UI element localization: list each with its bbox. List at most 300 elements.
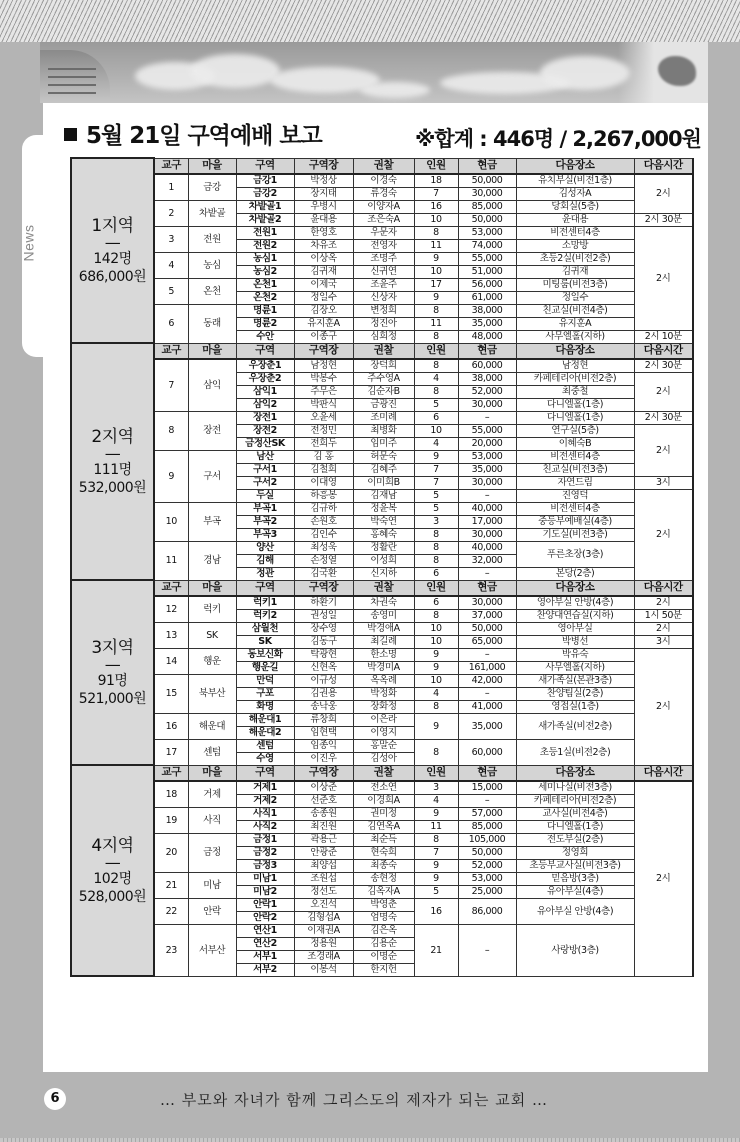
cell-maeul: 센텀 (188, 739, 236, 765)
cell-cash: 38,000 (458, 372, 516, 385)
cell-guyeok: 우장춘1 (236, 359, 294, 373)
cell-people: 11 (414, 317, 458, 330)
column-header-gyogu: 교구 (154, 158, 188, 174)
cell-cash: 20,000 (458, 437, 516, 450)
cell-gwonchal: 김재남 (353, 489, 414, 502)
cell-cash: 35,000 (458, 463, 516, 476)
cell-people: 21 (414, 924, 458, 976)
cell-jang: 김권용 (294, 687, 353, 700)
column-header-people: 인원 (414, 765, 458, 781)
report-table (70, 157, 694, 977)
column-header-gwonchal: 권찰 (353, 765, 414, 781)
cell-gwonchal: 류경숙 (353, 187, 414, 200)
cell-gyogu: 16 (154, 713, 188, 739)
table-row (71, 622, 693, 635)
cell-jang: 최진원 (294, 820, 353, 833)
cell-people: 10 (414, 213, 458, 226)
column-header-row (71, 158, 693, 174)
table-row (71, 872, 693, 885)
cell-gwonchal: 이명순 (353, 950, 414, 963)
cell-maeul: 미남 (188, 872, 236, 898)
cell-jang: 하환기 (294, 596, 353, 610)
cell-time: 2시 (634, 489, 693, 580)
cell-jang: 정선도 (294, 885, 353, 898)
cell-time: 2시 30분 (634, 213, 693, 226)
cell-place: 찬양팀실(2층) (516, 687, 634, 700)
cell-gwonchal: 정윤복 (353, 502, 414, 515)
cell-gwonchal: 이경숙 (353, 174, 414, 188)
cell-maeul: 금정 (188, 833, 236, 872)
table-row (71, 304, 693, 317)
cell-jang: 오진석 (294, 898, 353, 911)
table-row (71, 596, 693, 610)
cell-guyeok: 화명 (236, 700, 294, 713)
cell-maeul: 전원 (188, 226, 236, 252)
cell-gwonchal: 김용순 (353, 937, 414, 950)
column-header-maeul: 마을 (188, 765, 236, 781)
cell-cash: 53,000 (458, 226, 516, 239)
cell-gwonchal: 최순득 (353, 833, 414, 846)
cell-gyogu: 1 (154, 174, 188, 201)
cell-place: 진영덕 (516, 489, 634, 502)
cell-guyeok: 삼월천 (236, 622, 294, 635)
cell-people: 8 (414, 304, 458, 317)
table-row (71, 807, 693, 820)
cell-time: 3시 (634, 476, 693, 489)
cell-gwonchal: 장화정 (353, 700, 414, 713)
table-row (71, 781, 693, 795)
cell-place: 미팅룸(비전3층) (516, 278, 634, 291)
cell-guyeok: 럭키1 (236, 596, 294, 610)
cell-cash: 48,000 (458, 330, 516, 343)
cell-time: 2시 10분 (634, 330, 693, 343)
cell-maeul: SK (188, 622, 236, 648)
region-name: 2지역 (91, 426, 134, 447)
column-header-guyeok: 구역 (236, 580, 294, 596)
cell-place: 사무엘홀(지하) (516, 661, 634, 674)
cell-guyeok: 장전1 (236, 411, 294, 424)
cell-maeul: 농심 (188, 252, 236, 278)
cell-people: 10 (414, 265, 458, 278)
cell-gyogu: 3 (154, 226, 188, 252)
cell-gwonchal: 조은숙A (353, 213, 414, 226)
region-summary (71, 158, 154, 343)
cell-cash: – (458, 567, 516, 580)
cell-place: 소망방 (516, 239, 634, 252)
table-row (71, 226, 693, 239)
column-header-maeul: 마을 (188, 158, 236, 174)
region-dash: — (104, 232, 121, 252)
cell-guyeok: 농심1 (236, 252, 294, 265)
cell-gwonchal: 박경미A (353, 661, 414, 674)
cell-jang: 류창희 (294, 713, 353, 726)
cell-gyogu: 6 (154, 304, 188, 343)
region-count: 91명 (97, 672, 128, 689)
cell-jang: 주무은 (294, 385, 353, 398)
cell-gwonchal: 홍말순 (353, 739, 414, 752)
cell-jang: 신현옥 (294, 661, 353, 674)
region-summary (71, 343, 154, 580)
column-header-gyogu: 교구 (154, 343, 188, 359)
cell-jang: 김규하 (294, 502, 353, 515)
cell-people: 7 (414, 476, 458, 489)
cell-time: 2시 (634, 781, 693, 977)
cell-cash: 55,000 (458, 424, 516, 437)
cell-cash: 85,000 (458, 200, 516, 213)
cell-jang: 이규성 (294, 674, 353, 687)
cell-jang: 곽용근 (294, 833, 353, 846)
table-row (71, 541, 693, 554)
cell-time: 2시 (634, 424, 693, 476)
table-row (71, 833, 693, 846)
cell-people: 8 (414, 385, 458, 398)
cell-gwonchal: 송현정 (353, 872, 414, 885)
column-header-row (71, 765, 693, 781)
cell-people: 9 (414, 661, 458, 674)
column-header-place: 다음장소 (516, 765, 634, 781)
cell-jang: 윤대용 (294, 213, 353, 226)
cell-cash: 52,000 (458, 859, 516, 872)
cell-jang: 유지훈A (294, 317, 353, 330)
cell-cash: 17,000 (458, 515, 516, 528)
cell-guyeok: 해운대1 (236, 713, 294, 726)
cell-place: 김성자A (516, 187, 634, 200)
table-row (71, 174, 693, 188)
cell-place: 사랑방(3층) (516, 924, 634, 976)
cell-gyogu: 21 (154, 872, 188, 898)
cell-place: 영아부실 안방(4층) (516, 596, 634, 610)
cell-jang: 이제국 (294, 278, 353, 291)
cell-jang: 차유조 (294, 239, 353, 252)
square-bullet-icon (64, 128, 77, 141)
cell-guyeok: 전원1 (236, 226, 294, 239)
cell-guyeok: 차밭골2 (236, 213, 294, 226)
region-money: 521,000원 (78, 690, 147, 707)
cell-guyeok: 사직2 (236, 820, 294, 833)
table-row (71, 278, 693, 291)
cell-jang: 하흥봉 (294, 489, 353, 502)
cell-gwonchal: 김혜주 (353, 463, 414, 476)
cell-place: 초등부교사실(비전3층) (516, 859, 634, 872)
cell-gwonchal: 한소명 (353, 648, 414, 661)
cell-maeul: 삼익 (188, 359, 236, 412)
cell-guyeok: 수안 (236, 330, 294, 343)
news-label: News (20, 224, 37, 262)
cell-people: 5 (414, 398, 458, 411)
cell-jang: 이진우 (294, 752, 353, 765)
cell-gyogu: 20 (154, 833, 188, 872)
cell-jang: 한영호 (294, 226, 353, 239)
cell-cash: 30,000 (458, 596, 516, 610)
cell-cash: 53,000 (458, 450, 516, 463)
cell-people: 8 (414, 833, 458, 846)
news-side-tab (22, 135, 46, 357)
cell-place: 유지훈A (516, 317, 634, 330)
cell-gwonchal: 정진아 (353, 317, 414, 330)
grand-total: ※합계 : 446명 / 2,267,000원 (415, 127, 701, 151)
cell-guyeok: 안락2 (236, 911, 294, 924)
cell-jang: 김귀재 (294, 265, 353, 278)
column-header-people: 인원 (414, 343, 458, 359)
cell-guyeok: 양산 (236, 541, 294, 554)
cell-guyeok: 우장춘2 (236, 372, 294, 385)
cell-gwonchal: 이미희B (353, 476, 414, 489)
cell-place: 유치부실(비전1층) (516, 174, 634, 188)
column-header-cash: 현금 (458, 158, 516, 174)
cell-time: 2시 (634, 648, 693, 765)
cell-cash: – (458, 489, 516, 502)
cell-jang: 장수영 (294, 622, 353, 635)
cell-people: 17 (414, 278, 458, 291)
column-header-maeul: 마을 (188, 580, 236, 596)
cell-cash: 30,000 (458, 476, 516, 489)
cell-maeul: 럭키 (188, 596, 236, 623)
cell-place: 친교실(비전4층) (516, 304, 634, 317)
cell-people: 6 (414, 596, 458, 610)
cell-guyeok: 만덕 (236, 674, 294, 687)
cell-people: 8 (414, 359, 458, 373)
cell-place: 중등부예배실(4층) (516, 515, 634, 528)
cell-guyeok: 해운대2 (236, 726, 294, 739)
column-header-cash: 현금 (458, 580, 516, 596)
cell-guyeok: 금정3 (236, 859, 294, 872)
cell-jang: 이봉석 (294, 963, 353, 976)
cell-jang: 손정열 (294, 554, 353, 567)
column-header-people: 인원 (414, 158, 458, 174)
report-table-body (71, 158, 693, 976)
cell-guyeok: 삼익2 (236, 398, 294, 411)
cell-cash: 37,000 (458, 609, 516, 622)
region-count: 111명 (93, 461, 132, 478)
cell-place: 새가족실(본관3층) (516, 674, 634, 687)
cell-jang: 이상준 (294, 781, 353, 795)
cell-time: 2시 (634, 596, 693, 610)
cell-gwonchal: 조윤주 (353, 278, 414, 291)
cell-cash: 85,000 (458, 820, 516, 833)
cell-guyeok: 명륜2 (236, 317, 294, 330)
region-name: 1지역 (91, 215, 134, 236)
cell-guyeok: 금정2 (236, 846, 294, 859)
cell-gwonchal: 최종숙 (353, 859, 414, 872)
cell-jang: 송종원 (294, 807, 353, 820)
cell-gwonchal: 김연옥A (353, 820, 414, 833)
cell-time: 2시 (634, 174, 693, 214)
cell-place: 기도실(비전3층) (516, 528, 634, 541)
cell-guyeok: 온천1 (236, 278, 294, 291)
cell-gwonchal: 박영춘 (353, 898, 414, 911)
cell-guyeok: 행운길 (236, 661, 294, 674)
cell-cash: 50,000 (458, 846, 516, 859)
cell-maeul: 안락 (188, 898, 236, 924)
cell-place: 카페테리아(비전2층) (516, 794, 634, 807)
column-header-maeul: 마을 (188, 343, 236, 359)
cell-jang: 김형섭A (294, 911, 353, 924)
cell-cash: 65,000 (458, 635, 516, 648)
cell-guyeok: 수영 (236, 752, 294, 765)
cell-people: 4 (414, 372, 458, 385)
region-money: 686,000원 (78, 268, 147, 285)
cell-guyeok: 미남2 (236, 885, 294, 898)
cell-cash: 50,000 (458, 213, 516, 226)
cell-jang: 임종익 (294, 739, 353, 752)
cell-gwonchal: 옥옥례 (353, 674, 414, 687)
region-summary (71, 765, 154, 976)
cell-place: 다니엘홀(1층) (516, 398, 634, 411)
cell-jang: 송낙웅 (294, 700, 353, 713)
cell-people: 9 (414, 872, 458, 885)
cell-jang: 권성일 (294, 609, 353, 622)
cell-guyeok: 구서2 (236, 476, 294, 489)
cell-guyeok: 온천2 (236, 291, 294, 304)
cell-people: 7 (414, 463, 458, 476)
column-header-time: 다음시간 (634, 765, 693, 781)
cell-people: 4 (414, 687, 458, 700)
cell-jang: 박판식 (294, 398, 353, 411)
column-header-jang: 구역장 (294, 765, 353, 781)
cell-gwonchal: 변정희 (353, 304, 414, 317)
cell-jang: 이상옥 (294, 252, 353, 265)
cell-place: 정영희 (516, 846, 634, 859)
cell-place: 영접실(1층) (516, 700, 634, 713)
cell-gyogu: 13 (154, 622, 188, 648)
cell-gwonchal: 정활란 (353, 541, 414, 554)
cell-jang: 최양섭 (294, 859, 353, 872)
column-header-jang: 구역장 (294, 343, 353, 359)
column-header-guyeok: 구역 (236, 158, 294, 174)
cell-place: 카페테리아(비전2층) (516, 372, 634, 385)
cell-people: 5 (414, 489, 458, 502)
cell-place: 이혜숙B (516, 437, 634, 450)
cell-people: 9 (414, 859, 458, 872)
cell-cash: 15,000 (458, 781, 516, 795)
cell-people: 10 (414, 674, 458, 687)
cell-gyogu: 23 (154, 924, 188, 976)
cell-guyeok: 사직1 (236, 807, 294, 820)
cell-cash: 60,000 (458, 739, 516, 765)
cell-time: 1시 50분 (634, 609, 693, 622)
cell-gyogu: 17 (154, 739, 188, 765)
cell-place: 윤대용 (516, 213, 634, 226)
cell-people: 11 (414, 239, 458, 252)
cell-gwonchal: 이성희 (353, 554, 414, 567)
cell-cash: 53,000 (458, 872, 516, 885)
cell-place: 연구실(5층) (516, 424, 634, 437)
cell-place: 비전센터4층 (516, 502, 634, 515)
column-header-guyeok: 구역 (236, 343, 294, 359)
cell-gwonchal: 이경희A (353, 794, 414, 807)
column-header-jang: 구역장 (294, 580, 353, 596)
cell-jang: 이종구 (294, 330, 353, 343)
cell-gyogu: 8 (154, 411, 188, 450)
cell-place: 본당(2층) (516, 567, 634, 580)
cell-people: 6 (414, 567, 458, 580)
cell-people: 4 (414, 437, 458, 450)
cell-gwonchal: 차권숙 (353, 596, 414, 610)
region-dash: — (104, 443, 121, 463)
cell-jang: 정용원 (294, 937, 353, 950)
cell-cash: – (458, 687, 516, 700)
cell-guyeok: 연산1 (236, 924, 294, 937)
cell-jang: 김동구 (294, 635, 353, 648)
cell-jang: 이대영 (294, 476, 353, 489)
cell-cash: – (458, 411, 516, 424)
cell-people: 5 (414, 885, 458, 898)
cell-maeul: 금강 (188, 174, 236, 201)
table-row (71, 924, 693, 937)
cell-cash: 38,000 (458, 304, 516, 317)
cell-maeul: 차밭골 (188, 200, 236, 226)
cell-people: 9 (414, 807, 458, 820)
cell-guyeok: SK (236, 635, 294, 648)
cell-guyeok: 금정산SK (236, 437, 294, 450)
cell-guyeok: 삼익1 (236, 385, 294, 398)
cell-place: 당회실(5층) (516, 200, 634, 213)
cell-maeul: 행운 (188, 648, 236, 674)
cell-place: 박유숙 (516, 648, 634, 661)
cell-gwonchal: 홍혜숙 (353, 528, 414, 541)
cell-gwonchal: 최길례 (353, 635, 414, 648)
cell-cash: 55,000 (458, 252, 516, 265)
column-header-gwonchal: 권찰 (353, 343, 414, 359)
column-header-jang: 구역장 (294, 158, 353, 174)
column-header-place: 다음장소 (516, 343, 634, 359)
cell-people: 9 (414, 450, 458, 463)
cell-maeul: 구서 (188, 450, 236, 502)
cell-gwonchal: 김은옥 (353, 924, 414, 937)
cell-maeul: 해운대 (188, 713, 236, 739)
cell-place: 교사실(비전4층) (516, 807, 634, 820)
cell-gwonchal: 이양자A (353, 200, 414, 213)
cell-guyeok: 서부1 (236, 950, 294, 963)
cell-gyogu: 22 (154, 898, 188, 924)
cell-people: 16 (414, 898, 458, 924)
cell-gyogu: 15 (154, 674, 188, 713)
cell-gyogu: 19 (154, 807, 188, 833)
cell-gwonchal: 금광진 (353, 398, 414, 411)
cell-people: 8 (414, 739, 458, 765)
cell-guyeok: 안락1 (236, 898, 294, 911)
cell-guyeok: 서부2 (236, 963, 294, 976)
cell-gyogu: 7 (154, 359, 188, 412)
cell-jang: 김인수 (294, 528, 353, 541)
cell-people: 9 (414, 252, 458, 265)
cell-jang: 손원호 (294, 515, 353, 528)
cell-cash: 50,000 (458, 622, 516, 635)
page-title-text: 5월 21일 구역예배 보고 (86, 123, 322, 149)
table-row (71, 648, 693, 661)
cell-guyeok: 농심2 (236, 265, 294, 278)
cell-gwonchal: 허문숙 (353, 450, 414, 463)
bottom-hatch-band (0, 1138, 740, 1142)
cell-place: 영아부실 (516, 622, 634, 635)
cell-place: 남정현 (516, 359, 634, 373)
region-money: 528,000원 (78, 888, 147, 905)
cell-jang: 탁광현 (294, 648, 353, 661)
column-header-people: 인원 (414, 580, 458, 596)
cell-place: 세미나실(비전3층) (516, 781, 634, 795)
cell-people: 8 (414, 226, 458, 239)
region-summary (71, 580, 154, 765)
column-header-gyogu: 교구 (154, 765, 188, 781)
cell-guyeok: 부곡2 (236, 515, 294, 528)
cell-gwonchal: 조명주 (353, 252, 414, 265)
region-dash: — (104, 654, 121, 674)
cell-gwonchal: 신지하 (353, 567, 414, 580)
cell-gwonchal: 신상자 (353, 291, 414, 304)
cell-jang: 김 홍 (294, 450, 353, 463)
cell-people: 8 (414, 554, 458, 567)
table-row (71, 200, 693, 213)
